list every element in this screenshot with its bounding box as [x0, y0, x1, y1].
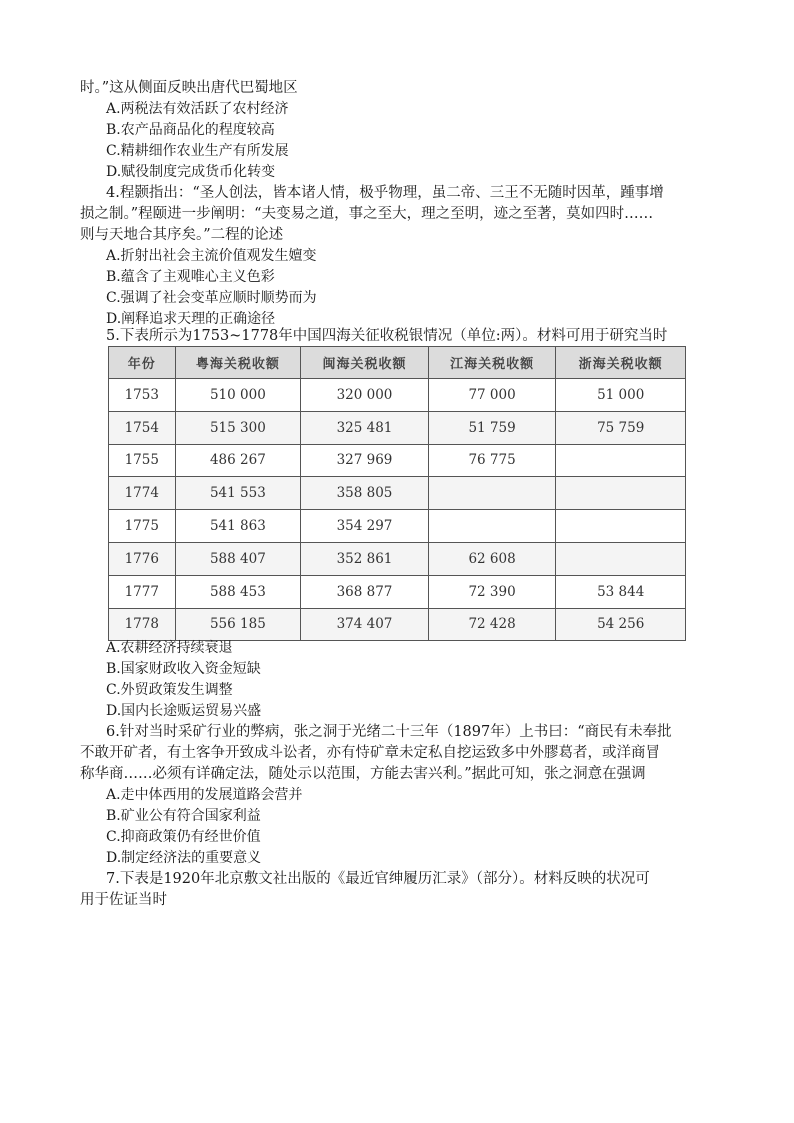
q5-stem-line1: 5.下表所示为1753~1778年中国四海关征收税银情况（单位:两）。材料可用于研究当时	[106, 328, 668, 344]
q4-stem-line1: 4.程颢指出：“圣人创法，皆本诸人情，极乎物理，虽二帝、三王不无随时因革，踵事增	[106, 185, 664, 201]
q7-stem-line2: 用于佐证当时	[80, 892, 167, 908]
table-header-cell: 浙海关税收额	[556, 347, 686, 379]
table-cell: 541 553	[175, 477, 301, 510]
table-cell: 1777	[109, 575, 176, 608]
table-cell: 1755	[109, 444, 176, 477]
table-cell: 1778	[109, 608, 176, 641]
table-cell	[556, 542, 686, 575]
q4-stem-line3: 则与天地合其序矣。”二程的论述	[80, 227, 284, 243]
table-header-cell: 年份	[109, 347, 176, 379]
table-cell: 51 000	[556, 379, 686, 412]
q5-option-a: A.农耕经济持续衰退	[106, 640, 233, 656]
table-cell	[556, 477, 686, 510]
table-cell: 588 407	[175, 542, 301, 575]
table-row	[109, 575, 686, 608]
table-cell: 486 267	[175, 444, 301, 477]
q3-option-c: C.精耕细作农业生产有所发展	[106, 143, 289, 159]
tax-table	[108, 346, 686, 641]
q6-option-b: B.矿业公有符合国家利益	[106, 808, 261, 824]
table-cell: 75 759	[556, 411, 686, 444]
table-cell: 72 428	[428, 608, 556, 641]
table-cell: 77 000	[428, 379, 556, 412]
table-cell: 62 608	[428, 542, 556, 575]
table-cell: 510 000	[175, 379, 301, 412]
table-header-cell: 闽海关税收额	[301, 347, 429, 379]
table-cell: 1754	[109, 411, 176, 444]
table-cell: 1776	[109, 542, 176, 575]
table-row	[109, 542, 686, 575]
q5-option-c: C.外贸政策发生调整	[106, 682, 233, 698]
table-header-cell: 江海关税收额	[428, 347, 556, 379]
q6-option-d: D.制定经济法的重要意义	[106, 850, 262, 866]
q4-stem-line2: 损之制。”程颐进一步阐明：“夫变易之道，事之至大，理之至明，迹之至著，莫如四时……	[80, 206, 654, 222]
q3-option-a: A.两税法有效活跃了农村经济	[106, 101, 289, 117]
table-row	[109, 510, 686, 543]
table-cell: 320 000	[301, 379, 429, 412]
table-row	[109, 411, 686, 444]
q7-stem-line1: 7.下表是1920年北京敷文社出版的《最近官绅履历汇录》（部分）。材料反映的状况可	[106, 871, 650, 887]
table-row	[109, 608, 686, 641]
table-cell: 541 863	[175, 510, 301, 543]
table-cell: 352 861	[301, 542, 429, 575]
q6-stem-line2: 不敢开矿者，有土客争开致成斗讼者，亦有恃矿章未定私自挖运致多中外膠葛者，或洋商冒	[80, 745, 660, 761]
table-cell: 72 390	[428, 575, 556, 608]
table-row	[109, 444, 686, 477]
q4-option-a: A.折射出社会主流价值观发生嬗变	[106, 248, 317, 264]
q6-option-c: C.抑商政策仍有经世价值	[106, 829, 261, 845]
table-cell: 325 481	[301, 411, 429, 444]
table-cell	[428, 477, 556, 510]
table-cell: 53 844	[556, 575, 686, 608]
table-cell: 1774	[109, 477, 176, 510]
q6-stem-line3: 称华商……必须有详确定法，随处示以范围，方能去害兴利。”据此可知，张之洞意在强调	[80, 766, 646, 782]
q4-option-c: C.强调了社会变革应顺时顺势而为	[106, 290, 317, 306]
table-cell: 374 407	[301, 608, 429, 641]
table-cell: 327 969	[301, 444, 429, 477]
q4-option-b: B.蕴含了主观唯心主义色彩	[106, 269, 275, 285]
table-cell: 588 453	[175, 575, 301, 608]
q5-option-b: B.国家财政收入资金短缺	[106, 661, 261, 677]
table-row	[109, 477, 686, 510]
q3-option-b: B.农产品商品化的程度较高	[106, 122, 275, 138]
table-cell	[556, 510, 686, 543]
table-cell	[556, 444, 686, 477]
table-cell	[428, 510, 556, 543]
table-cell: 1753	[109, 379, 176, 412]
table-cell: 54 256	[556, 608, 686, 641]
table-cell: 354 297	[301, 510, 429, 543]
q4-option-d: D.阐释追求天理的正确途径	[106, 311, 276, 327]
table-header-row	[109, 347, 686, 379]
table-cell: 515 300	[175, 411, 301, 444]
q6-stem-line1: 6.针对当时采矿行业的弊病，张之洞于光绪二十三年（1897年）上书曰：“商民有未奉批	[106, 724, 672, 740]
table-header-cell: 粤海关税收额	[175, 347, 301, 379]
table-cell: 368 877	[301, 575, 429, 608]
table-row	[109, 379, 686, 412]
q3-option-d: D.赋役制度完成货币化转变	[106, 164, 276, 180]
table-cell: 556 185	[175, 608, 301, 641]
q3-stem-tail: 时。”这从侧面反映出唐代巴蜀地区	[80, 80, 298, 96]
table-cell: 51 759	[428, 411, 556, 444]
q5-option-d: D.国内长途贩运贸易兴盛	[106, 703, 262, 719]
table-cell: 358 805	[301, 477, 429, 510]
table-cell: 76 775	[428, 444, 556, 477]
q6-option-a: A.走中体西用的发展道路会营并	[106, 787, 303, 803]
table-cell: 1775	[109, 510, 176, 543]
